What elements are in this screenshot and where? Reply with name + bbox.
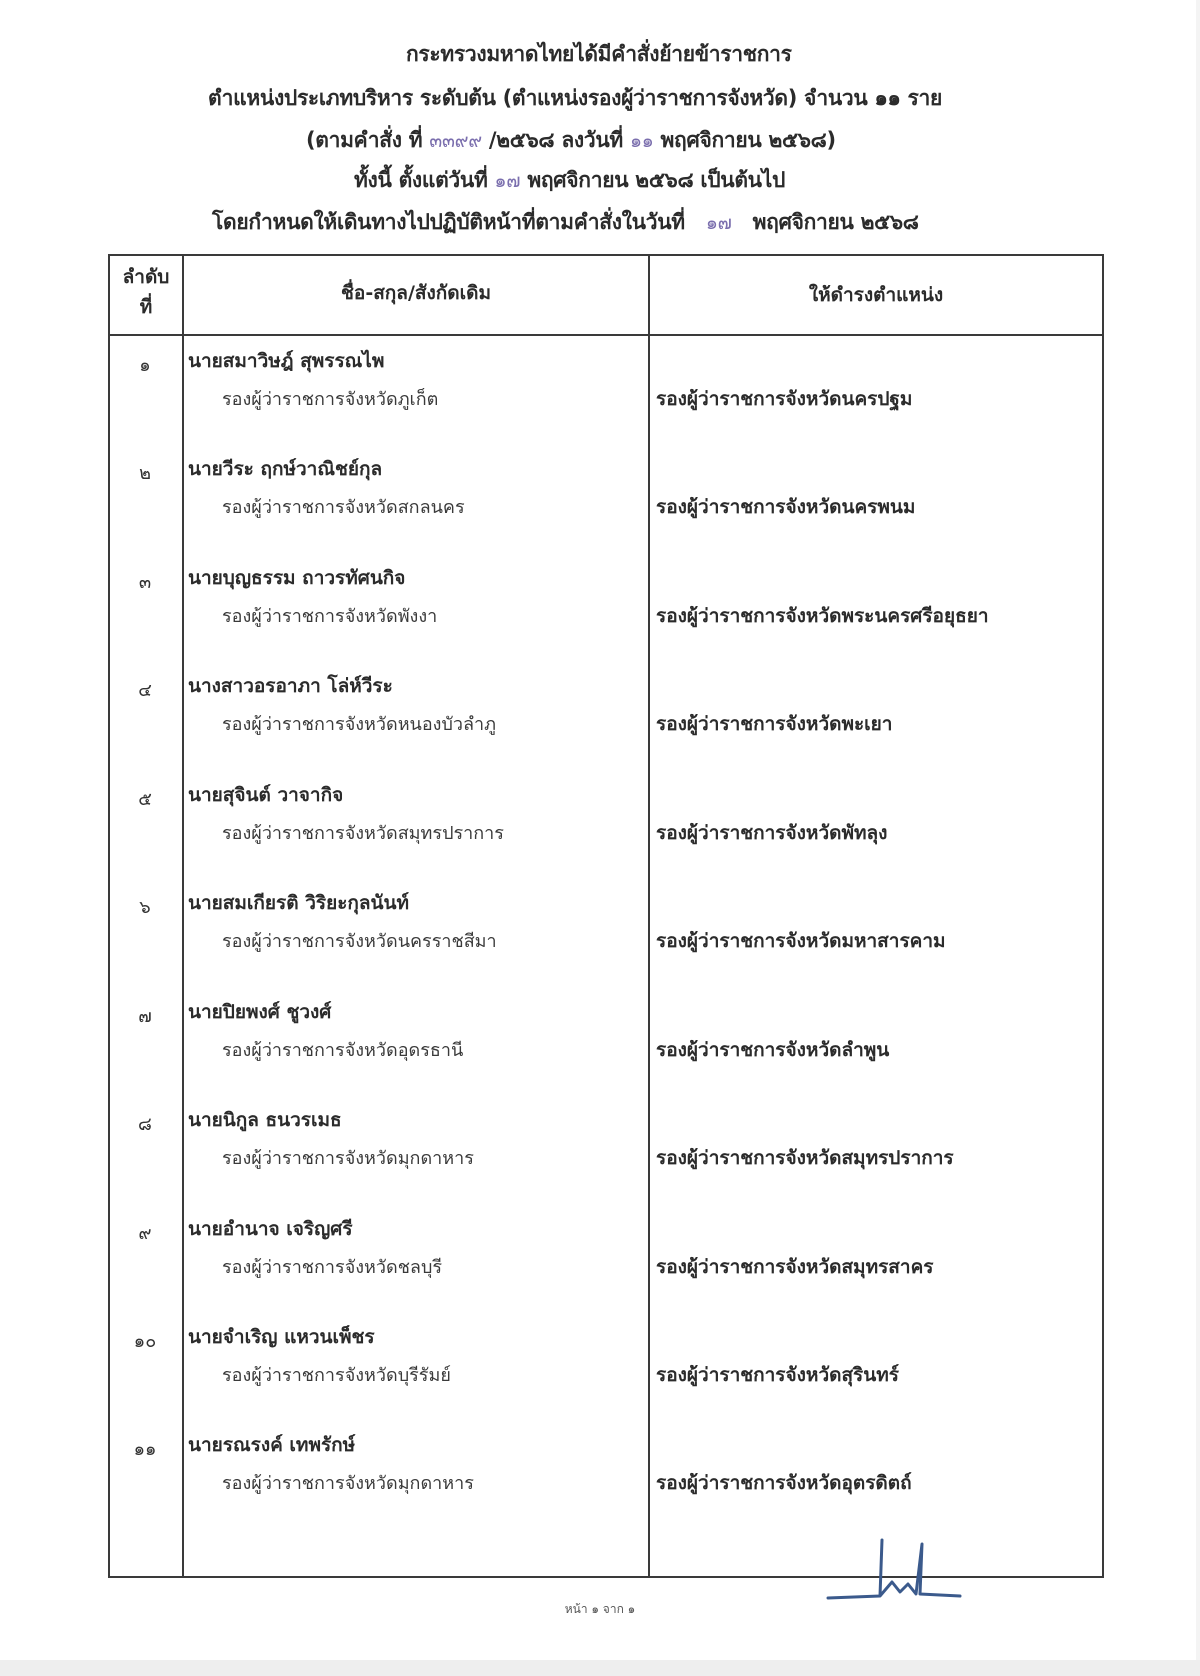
previous-position: รองผู้ว่าราชการจังหวัดนครราชสีมา — [222, 931, 497, 952]
previous-position: รองผู้ว่าราชการจังหวัดภูเก็ต — [222, 389, 439, 410]
row-number: ๓ — [138, 572, 152, 593]
new-position: รองผู้ว่าราชการจังหวัดสุรินทร์ — [656, 1364, 899, 1386]
effective-prefix: ทั้งนี้ ตั้งแต่วันที่ — [354, 168, 488, 192]
table-row — [110, 454, 1106, 562]
previous-position: รองผู้ว่าราชการจังหวัดชลบุรี — [222, 1257, 443, 1278]
person-name: นางสาวอรอาภา โล่ห์วีระ — [188, 675, 393, 697]
previous-position: รองผู้ว่าราชการจังหวัดบุรีรัมย์ — [222, 1365, 451, 1386]
previous-position: รองผู้ว่าราชการจังหวัดอุดรธานี — [222, 1040, 464, 1061]
new-position: รองผู้ว่าราชการจังหวัดสมุทรปราการ — [656, 1147, 954, 1169]
column-header-order — [110, 262, 182, 322]
column-header-order-line2: ที่ — [139, 296, 153, 318]
new-position: รองผู้ว่าราชการจังหวัดอุตรดิตถ์ — [656, 1472, 912, 1494]
report-date — [212, 206, 919, 239]
row-number: ๑ — [139, 355, 151, 376]
table-row — [110, 671, 1106, 779]
table-row — [110, 1430, 1106, 1538]
header-subtitle — [208, 82, 942, 115]
new-position: รองผู้ว่าราชการจังหวัดพะเยา — [656, 713, 893, 735]
new-position: รองผู้ว่าราชการจังหวัดพัทลุง — [656, 822, 888, 844]
new-position: รองผู้ว่าราชการจังหวัดนครปฐม — [656, 388, 913, 410]
table-row — [110, 997, 1106, 1105]
previous-position: รองผู้ว่าราชการจังหวัดหนองบัวลำภู — [222, 714, 496, 735]
row-number: ๑๑ — [133, 1439, 157, 1460]
row-number: ๔ — [138, 680, 152, 701]
page-bottom-margin — [0, 1660, 1200, 1676]
table-row — [110, 1322, 1106, 1430]
effective-day-handwritten: ๑๗ — [494, 170, 521, 192]
new-position: รองผู้ว่าราชการจังหวัดมหาสารคาม — [656, 930, 946, 952]
row-number: ๕ — [138, 789, 152, 810]
order-prefix: (ตามคำสั่ง ที่ — [306, 128, 423, 152]
row-number: ๖ — [139, 897, 151, 918]
effective-date — [354, 164, 785, 197]
header-title — [406, 38, 792, 71]
header-line-2: ตำแหน่งประเภทบริหาร ระดับต้น (ตำแหน่งรองผู้ว่าราชการจังหวัด) จำนวน ๑๑ ราย — [208, 86, 942, 110]
new-position: รองผู้ว่าราชการจังหวัดสมุทรสาคร — [656, 1256, 934, 1278]
previous-position: รองผู้ว่าราชการจังหวัดพังงา — [222, 606, 438, 627]
report-day-handwritten: ๑๗ — [705, 212, 732, 234]
order-month-year: พฤศจิกายน ๒๕๖๘) — [660, 128, 836, 152]
row-number: ๗ — [138, 1006, 152, 1027]
row-number: ๘ — [138, 1114, 152, 1135]
person-name: นายสมาวิษฎ์ สุพรรณไพ — [188, 350, 385, 372]
report-prefix: โดยกำหนดให้เดินทางไปปฏิบัติหน้าที่ตามคำสั่งในวันที่ — [212, 210, 685, 234]
header-divider — [110, 334, 1102, 336]
person-name: นายจำเริญ แหวนเพ็ชร — [188, 1326, 375, 1348]
column-header-order-line1: ลำดับ — [122, 266, 170, 288]
person-name: นายสุจินต์ วาจากิจ — [188, 784, 344, 806]
person-name: นายนิกูล ธนวรเมธ — [188, 1109, 342, 1131]
order-number-handwritten: ๓๓๙๙ — [429, 130, 482, 152]
previous-position: รองผู้ว่าราชการจังหวัดมุกดาหาร — [222, 1148, 474, 1169]
row-number: ๑๐ — [133, 1331, 157, 1352]
previous-position: รองผู้ว่าราชการจังหวัดมุกดาหาร — [222, 1473, 474, 1494]
previous-position: รองผู้ว่าราชการจังหวัดสมุทรปราการ — [222, 823, 504, 844]
report-suffix: พฤศจิกายน ๒๕๖๘ — [752, 210, 919, 234]
order-day-handwritten: ๑๑ — [629, 130, 654, 152]
order-reference — [306, 124, 836, 157]
transfer-table — [108, 254, 1104, 1578]
previous-position: รองผู้ว่าราชการจังหวัดสกลนคร — [222, 497, 465, 518]
person-name: นายวีระ ฤกษ์วาณิชย์กุล — [188, 458, 383, 480]
table-row — [110, 780, 1106, 888]
effective-suffix: พฤศจิกายน ๒๕๖๘ เป็นต้นไป — [527, 168, 786, 192]
table-row — [110, 346, 1106, 454]
person-name: นายอำนาจ เจริญศรี — [188, 1218, 353, 1240]
signature-icon — [820, 1530, 970, 1610]
column-header-name: ชื่อ-สกุล/สังกัดเดิม — [341, 282, 491, 304]
column-header-new-position: ให้ดำรงตำแหน่ง — [808, 284, 944, 306]
new-position: รองผู้ว่าราชการจังหวัดพระนครศรีอยุธยา — [656, 605, 989, 627]
table-row — [110, 888, 1106, 996]
new-position: รองผู้ว่าราชการจังหวัดนครพนม — [656, 496, 916, 518]
page-number: หน้า ๑ จาก ๑ — [564, 1602, 636, 1616]
table-row — [110, 563, 1106, 671]
table-row — [110, 1105, 1106, 1213]
new-position: รองผู้ว่าราชการจังหวัดลำพูน — [656, 1039, 890, 1061]
header-line-1: กระทรวงมหาดไทยได้มีคำสั่งย้ายข้าราชการ — [406, 42, 792, 66]
row-number: ๒ — [139, 463, 151, 484]
person-name: นายปิยพงศ์ ชูวงศ์ — [188, 1001, 332, 1023]
person-name: นายบุญธรรม ถาวรทัศนกิจ — [188, 567, 406, 589]
person-name: นายรณรงค์ เทพรักษ์ — [188, 1434, 356, 1456]
order-year: /๒๕๖๘ ลงวันที่ — [488, 128, 623, 152]
table-row — [110, 1214, 1106, 1322]
row-number: ๙ — [138, 1223, 152, 1244]
person-name: นายสมเกียรติ วิริยะกุลนันท์ — [188, 892, 410, 914]
